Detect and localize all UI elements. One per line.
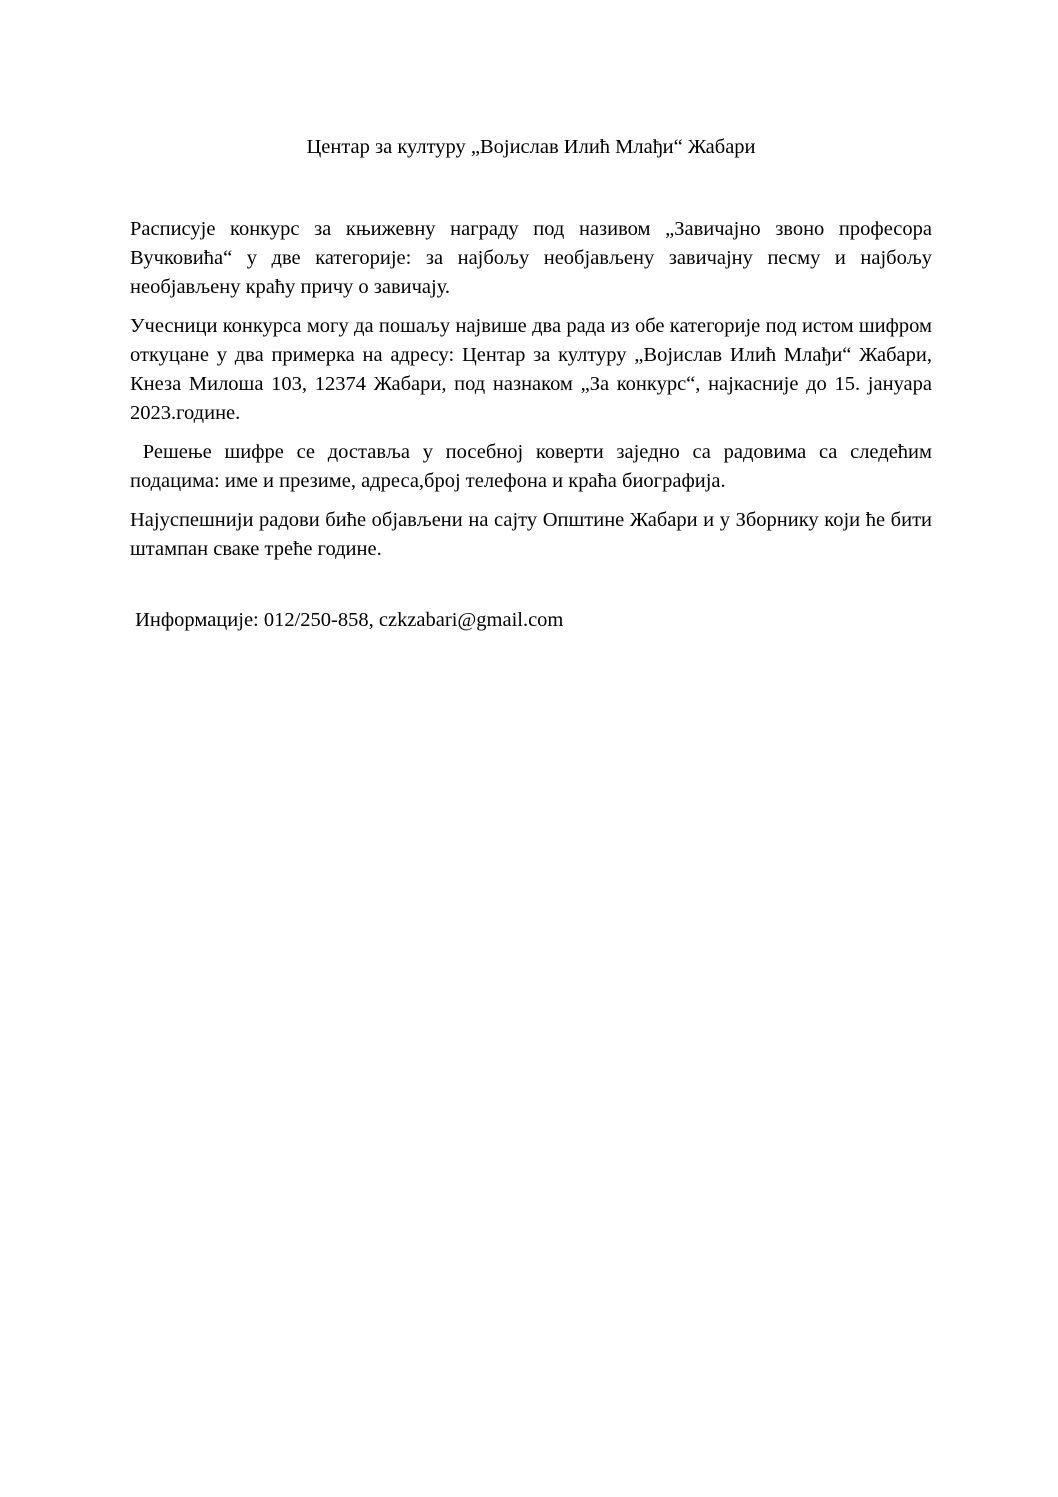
document-title: Центар за културу „Војислав Илић Млађи“ Жабари (306, 136, 756, 158)
contact-info-line: Информације: 012/250-858, czkzabari@gmail.com (130, 609, 564, 631)
paragraph-announcement: Расписује конкурс за књижевну награду под називом „Завичајно звоно професора Вучковића“ у две категорије: за најбољу необјављену завичајну песму и најбољу необјављену краћу причу о завичају. (130, 218, 932, 298)
paragraph-publication-info: Најуспешнији радови биће објављени на сајту Општине Жабари и у Зборнику који ће бити штампан сваке треће године. (130, 509, 932, 560)
paragraph-envelope-info: Решење шифре се доставља у посебној коверти заједно са радовима са следећим подацима: име и презиме, адреса,број телефона и краћа биографија. (130, 441, 932, 492)
document-content (130, 133, 932, 635)
paragraph-submission-rules: Учесници конкурса могу да пошаљу највише два рада из обе категорије под истом шифром откуцане у два примерка на адресу: Центар за културу „Војислав Илић Млађи“ Жабари, Кнеза Милоша 103, 12374 Жабари, под назнаком „За конкурс“, најкасније до 15. јануара 2023.године. (130, 315, 932, 424)
